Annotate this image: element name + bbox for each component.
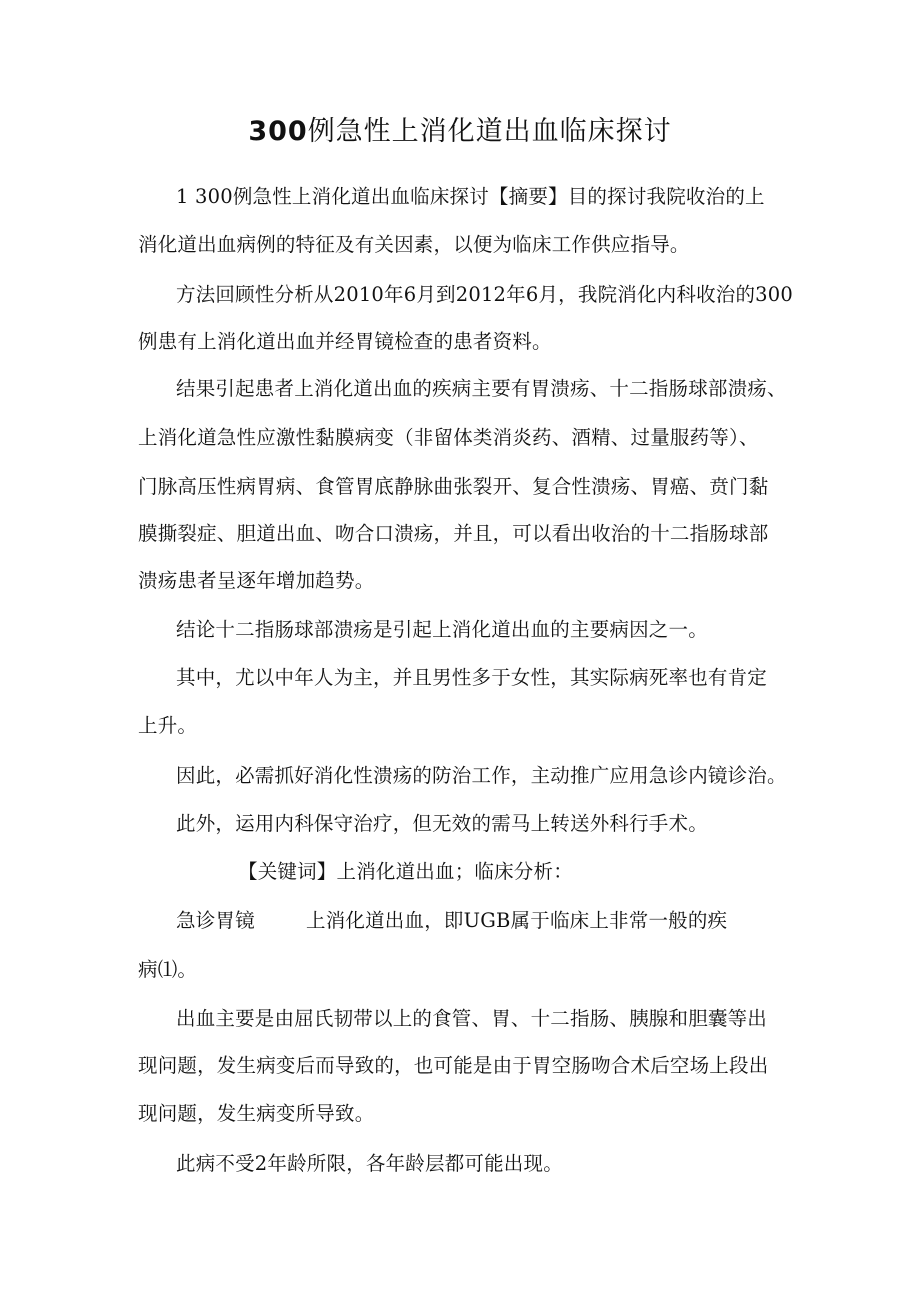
paragraph-line: 现问题，发生病变后而导致的，也可能是由于胃空肠吻合术后空场上段出: [138, 1054, 769, 1077]
paragraph-results-line: 膜撕裂症、胆道出血、吻合口溃疡，并且，可以看出收治的十二指肠球部: [138, 522, 769, 545]
keywords-line: 【关键词】上消化道出血；临床分析：: [238, 860, 573, 883]
paragraph-abstract-line: 1 300例急性上消化道出血临床探讨【摘要】目的探讨我院收治的上: [176, 185, 765, 208]
paragraph-line: 上消化道出血，即UGB属于临床上非常一般的疾: [306, 909, 728, 932]
paragraph-results-line: 溃疡患者呈逐年增加趋势。: [138, 569, 375, 592]
paragraph-abstract-line: 消化道出血病例的特征及有关因素，以便为临床工作供应指导。: [138, 233, 690, 256]
paragraph-results-line: 结果引起患者上消化道出血的疾病主要有胃溃疡、十二指肠球部溃疡、: [176, 377, 787, 400]
paragraph-line: 病⑴。: [138, 958, 198, 981]
paragraph-line: 出血主要是由屈氏韧带以上的食管、胃、十二指肠、胰腺和胆囊等出: [176, 1007, 768, 1030]
paragraph-line: 此病不受2年龄所限，各年龄层都可能出现。: [176, 1152, 563, 1175]
paragraph-line: 上升。: [138, 714, 198, 737]
paragraph-methods-line: 方法回顾性分析从2010年6月到2012年6月，我院消化内科收治的300: [176, 283, 793, 306]
paragraph-line: 其中，尤以中年人为主，并且男性多于女性，其实际病死率也有肯定: [176, 666, 768, 689]
title-text: 例急性上消化道出血临床探讨: [307, 116, 672, 147]
paragraph-line: 现问题，发生病变所导致。: [138, 1102, 375, 1125]
paragraph-conclusion-line: 结论十二指肠球部溃疡是引起上消化道出血的主要病因之一。: [176, 618, 708, 641]
paragraph-results-line: 上消化道急性应激性黏膜病变（非留体类消炎药、酒精、过量服药等）、: [138, 426, 759, 449]
paragraph-line: 此外，运用内科保守治疗，但无效的需马上转送外科行手术。: [176, 812, 708, 835]
title-number: 300: [248, 116, 308, 147]
paragraph-results-line: 门脉高压性病胃病、食管胃底静脉曲张裂开、复合性溃疡、胃癌、贲门黏: [138, 475, 769, 498]
paragraph-methods-line: 例患有上消化道出血并经胃镜检查的患者资料。: [138, 330, 552, 353]
paragraph-line: 因此，必需抓好消化性溃疡的防治工作，主动推广应用急诊内镜诊治。: [176, 764, 787, 787]
term-label: 急诊胃镜: [176, 909, 255, 932]
document-title: [0, 112, 920, 152]
